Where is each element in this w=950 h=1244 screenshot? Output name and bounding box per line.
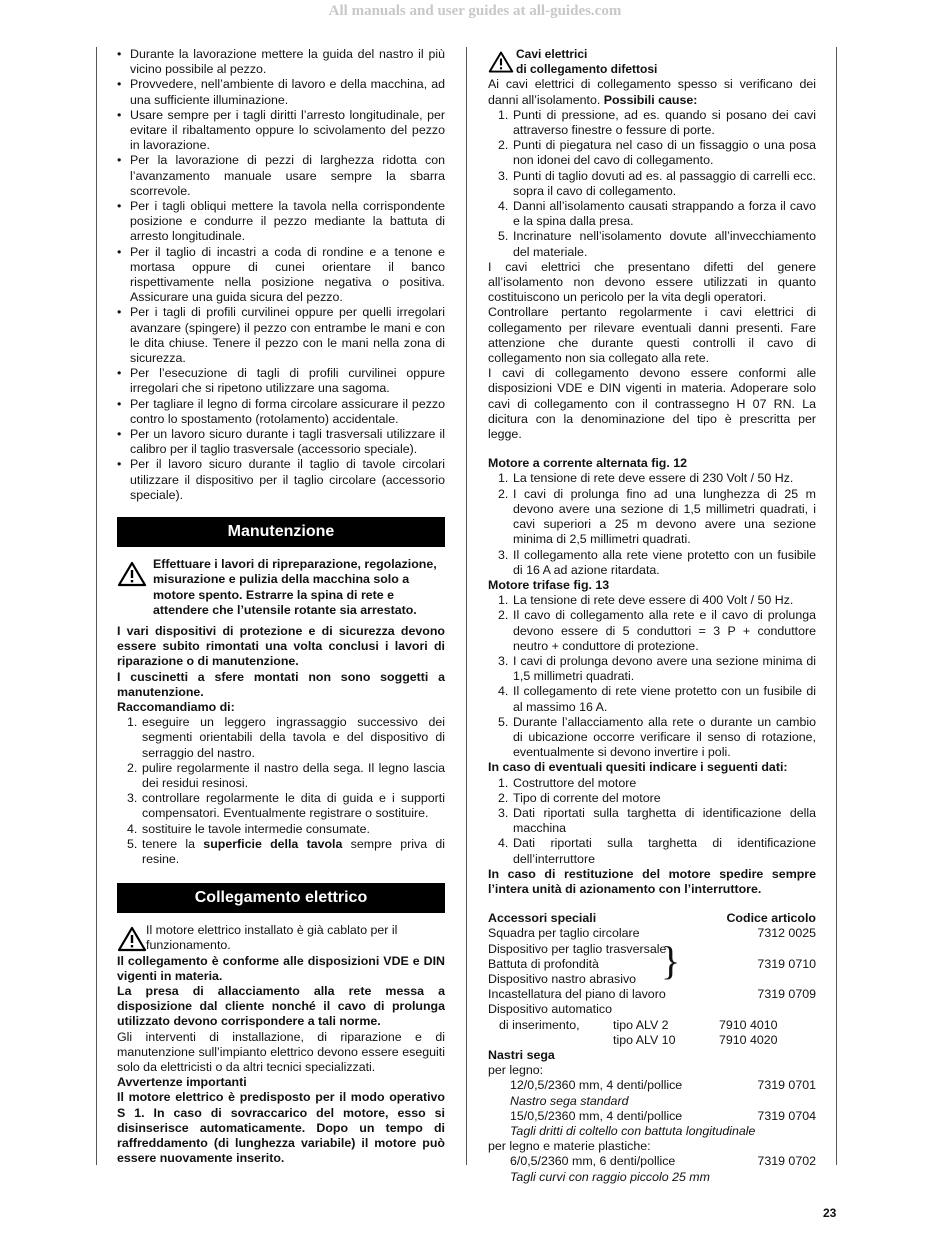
bullet-item: • Durante la lavorazione mettere la guida del nastro il più vicino possibile al pezzo.	[117, 47, 445, 77]
group-brace: }	[661, 937, 681, 983]
bullet-item: • Per i tagli obliqui mettere la tavola nella corrispondente posizione e condurre il pezzo mediante la battuta di arresto longitudinale.	[117, 199, 445, 245]
saw-bands-section	[488, 1048, 816, 1185]
list-item: 2. pulire regolarmente il nastro della sega. Il legno lascia dei residui resinosi.	[127, 760, 445, 790]
important-notes-heading: Avvertenze importanti	[117, 1075, 247, 1090]
list-item: 4. Danni all’isolamento causati strappando a forza il cavo e la spina dalla presa.	[498, 199, 816, 229]
maintenance-paragraph: I cuscinetti a sfere montati non sono soggetti a manutenzione.	[117, 669, 445, 699]
bullet-item: • Provvedere, nell’ambiente di lavoro e della macchina, ad una sufficiente illuminazione.	[117, 77, 445, 107]
inquiry-heading: In caso di eventuali quesiti indicare i seguenti dati:	[488, 760, 788, 775]
ac-motor-heading: Motore a corrente alternata fig. 12	[488, 456, 687, 471]
accessories-col-code: Codice articolo	[726, 911, 816, 926]
connection-warning	[117, 923, 445, 953]
list-item: 3. I cavi di prolunga devono avere una sezione minima di 1,5 millimetri quadrati.	[498, 653, 816, 684]
bullet-item: • Per i tagli di profili curvilinei oppure per quelli irregolari avanzare (spingere) il pezzo con entrambe le mani e con le dita chiuse. Tenere il pezzo con le mani nella zona di sicurezza.	[117, 305, 445, 366]
list-item: 3. Punti di taglio dovuti ad es. al passaggio di carrelli ecc. sopra il cavo di collegamento.	[498, 168, 816, 198]
saw-bands-group-label: per legno:	[488, 1063, 544, 1078]
column-rule-right	[836, 47, 837, 1165]
table-row: 12/0,5/2360 mm, 4 denti/pollice 7319 0701	[510, 1078, 816, 1093]
list-item: 2. Punti di piegatura nel caso di un fissaggio o una posa non idonei del cavo di collegamento.	[498, 138, 816, 168]
section-title-collegamento: Collegamento elettrico	[117, 883, 445, 913]
list-item: 1. eseguire un leggero ingrassaggio successivo dei segmenti orientabili della tavola e del dispositivo di serraggio del nastro.	[127, 715, 445, 760]
ac-motor-list	[488, 471, 816, 577]
list-item: 1. Punti di pressione, ad es. quando si posano dei cavi attraverso finestre o fessure di porte.	[498, 107, 816, 138]
cable-defect-heading	[488, 47, 816, 77]
saw-band-note: Tagli curvi con raggio piccolo 25 mm	[510, 1169, 710, 1184]
section-title-manutenzione: Manutenzione	[117, 517, 445, 547]
list-item: 5. Incrinature nell’isolamento dovute all’invecchiamento del materiale.	[498, 229, 816, 259]
safety-bullet-list	[117, 47, 445, 503]
recommend-heading: Raccomandiamo di:	[117, 699, 235, 714]
saw-bands-heading: Nastri sega	[488, 1048, 555, 1062]
page-number: 23	[823, 1206, 837, 1220]
connection-warning-text: Il motore elettrico installato è già cablato per il funzionamento.	[146, 923, 398, 953]
bullet-item: • Per l’esecuzione di tagli di profili curvilinei oppure irregolari che si ripetono utilizzare una sagoma.	[117, 366, 445, 396]
cable-paragraph: I cavi di collegamento devono essere conformi alle disposizioni VDE e DIN vigenti in materia. Adoperare solo cavi di collegamento con il contrassegno H 07 RN. La dicitura con la denominazione del tipo è prescritta per legge.	[488, 366, 816, 442]
table-row: Dispositivo nastro abrasivo	[488, 971, 637, 986]
inquiry-list	[488, 776, 816, 867]
bullet-item: • Per tagliare il legno di forma circolare assicurare il pezzo contro lo spostamento (rotolamento) accidentale.	[117, 397, 445, 427]
bullet-item: • Per il taglio di incastri a coda di rondine e a tenone e mortasa oppure di cunei orientare il banco rispettivamente nella posizione negativa o positiva. Assicurare una guida sicura del pezzo.	[117, 245, 445, 306]
cable-heading-line: di collegamento difettosi	[516, 62, 658, 77]
cable-paragraph: Controllare pertanto regolarmente i cavi elettrici di collegamento per rilevare eventuali danni presenti. Fare attenzione che durante questi controlli il cavo di collegamento non sia collegato alla rete.	[488, 305, 816, 366]
connection-paragraph: Il collegamento è conforme alle disposizioni VDE e DIN vigenti in materia.	[117, 953, 445, 983]
list-item: 1. La tensione di rete deve essere di 400 Volt / 50 Hz.	[498, 593, 794, 608]
maintenance-list	[117, 715, 445, 867]
bullet-item: • Per un lavoro sicuro durante i tagli trasversali utilizzare il calibro per il taglio trasversale (accessorio speciale).	[117, 427, 445, 457]
accessories-col-name: Accessori speciali	[488, 911, 597, 926]
list-item: 4. Il collegamento di rete viene protetto con un fusibile di al massimo 16 A.	[498, 684, 816, 714]
cable-paragraph: I cavi elettrici che presentano difetti del genere all’isolamento non devono essere utilizzati in quanto costituiscono un pericolo per la vita degli operatori.	[488, 259, 816, 305]
watermark: All manuals and user guides at all-guides.com	[328, 3, 622, 19]
bullet-item: • Usare sempre per i tagli diritti l’arresto longitudinale, per evitare il ribaltamento oppure lo scivolamento del pezzo in lavorazione.	[117, 108, 445, 154]
maintenance-warning	[117, 557, 445, 618]
list-item: 3. Il collegamento alla rete viene protetto con un fusibile di 16 A ad azione ritardata.	[498, 547, 816, 577]
maintenance-paragraph: I vari dispositivi di protezione e di sicurezza devono essere subito rimontati una volta conclusi i lavori di riparazione o di manutenzione.	[117, 623, 445, 669]
warning-icon	[117, 926, 147, 952]
warning-icon	[488, 50, 514, 74]
saw-band-note: Nastro sega standard	[510, 1093, 629, 1108]
maintenance-warning-text: Effettuare i lavori di ripreparazione, regolazione, misurazione e pulizia della macchina solo a motore spento. Estrarre la spina di rete e attendere che l’utensile rotante sia arrestato.	[153, 557, 437, 617]
connection-paragraph: La presa di allacciamento alla rete messa a disposizione dal cliente nonché il cavo di prolunga utilizzato devono corrispondere a tali norme.	[117, 983, 445, 1029]
auto-device-label: Dispositivo automatico	[488, 1002, 612, 1017]
bullet-item: • Per la lavorazione di pezzi di larghezza ridotta con l’avanzamento manuale usare sempre la sbarra scorrevole.	[117, 153, 445, 199]
accessories-header	[488, 911, 816, 926]
three-phase-heading: Motore trifase fig. 13	[488, 577, 610, 592]
accessories-group	[488, 937, 816, 988]
table-row: Battuta di profondità 7319 0710	[488, 956, 816, 971]
list-item: 1. La tensione di rete deve essere di 230 Volt / 50 Hz.	[498, 471, 794, 486]
table-row: tipo ALV 10 7910 4020	[613, 1032, 778, 1047]
list-item: 4. sostituire le tavole intermedie consumate.	[127, 821, 370, 836]
table-row: Dispositivo per taglio trasversale	[488, 941, 667, 956]
warning-icon	[117, 561, 147, 587]
three-phase-list	[488, 593, 816, 760]
return-note: In caso di restituzione del motore spedire sempre l’intera unità di azionamento con l’interruttore.	[488, 866, 816, 896]
saw-bands-group-label: per legno e materie plastiche:	[488, 1139, 651, 1154]
table-row: Squadra per taglio circolare 7312 0025	[488, 926, 816, 941]
cable-heading-line: Cavi elettrici	[516, 47, 588, 61]
bullet-item: • Per il lavoro sicuro durante il taglio di tavole circolari utilizzare il dispositivo per il taglio circolare (accessorio speciale).	[117, 457, 445, 503]
left-column	[117, 47, 445, 1166]
list-item: 2. Tipo di corrente del motore	[498, 790, 661, 805]
list-item: 1. Costruttore del motore	[498, 775, 637, 790]
accessories-table	[488, 911, 816, 1048]
table-row: 15/0,5/2360 mm, 4 denti/pollice 7319 0704	[510, 1108, 816, 1123]
right-column	[488, 47, 816, 1185]
table-row: di inserimento, tipo ALV 2 7910 4010	[499, 1017, 778, 1032]
connection-paragraph: Il motore elettrico è predisposto per il modo operativo S 1. In caso di sovraccarico del motore, esso si disinserisce automaticamente. Dopo un tempo di raffreddamento (di lunghezza variabile) il motore può essere nuovamente inserito.	[117, 1090, 445, 1166]
list-item: 3. controllare regolarmente le dita di guida e i supporti compensatori. Eventualmente registrare o sostituire.	[127, 791, 445, 821]
list-item: 2. I cavi di prolunga fino ad una lunghezza di 25 m devono avere una sezione di 1,5 millimetri quadrati, i cavi superiori a 25 m devono avere una sezione minima di 2,5 millimetri quadrati.	[498, 486, 816, 547]
list-item: 3. Dati riportati sulla targhetta di identificazione della macchina	[498, 805, 816, 836]
list-item: 5. Durante l’allacciamento alla rete o durante un cambio di ubicazione occorre verificare il senso di rotazione, eventualmente si devono invertire i poli.	[498, 714, 816, 760]
table-row: 6/0,5/2360 mm, 6 denti/pollice 7319 0702	[510, 1154, 816, 1169]
saw-band-note: Tagli dritti di coltello con battuta longitudinale	[510, 1124, 756, 1139]
cable-intro: Ai cavi elettrici di collegamento spesso si verificano dei danni all’isolamento. Possibili cause:	[488, 77, 816, 107]
table-row: Incastellatura del piano di lavoro 7319 0709	[488, 987, 816, 1002]
connection-paragraph: Gli interventi di installazione, di riparazione e di manutenzione sull’impianto elettrico devono essere eseguiti solo da elettricisti o da altri tecnici specializzati.	[117, 1029, 445, 1074]
list-item: 2. Il cavo di collegamento alla rete e il cavo di prolunga devono essere di 5 conduttori = 3 P + conduttore neutro + conduttore di protezione.	[498, 608, 816, 653]
list-item: 5. tenere la superficie della tavola sempre priva di resine.	[127, 836, 445, 866]
column-rule-left	[96, 47, 97, 1165]
list-item: 4. Dati riportati sulla targhetta di identificazione dell’interruttore	[498, 836, 816, 866]
column-rule-middle	[466, 47, 467, 1165]
causes-list	[488, 108, 816, 260]
